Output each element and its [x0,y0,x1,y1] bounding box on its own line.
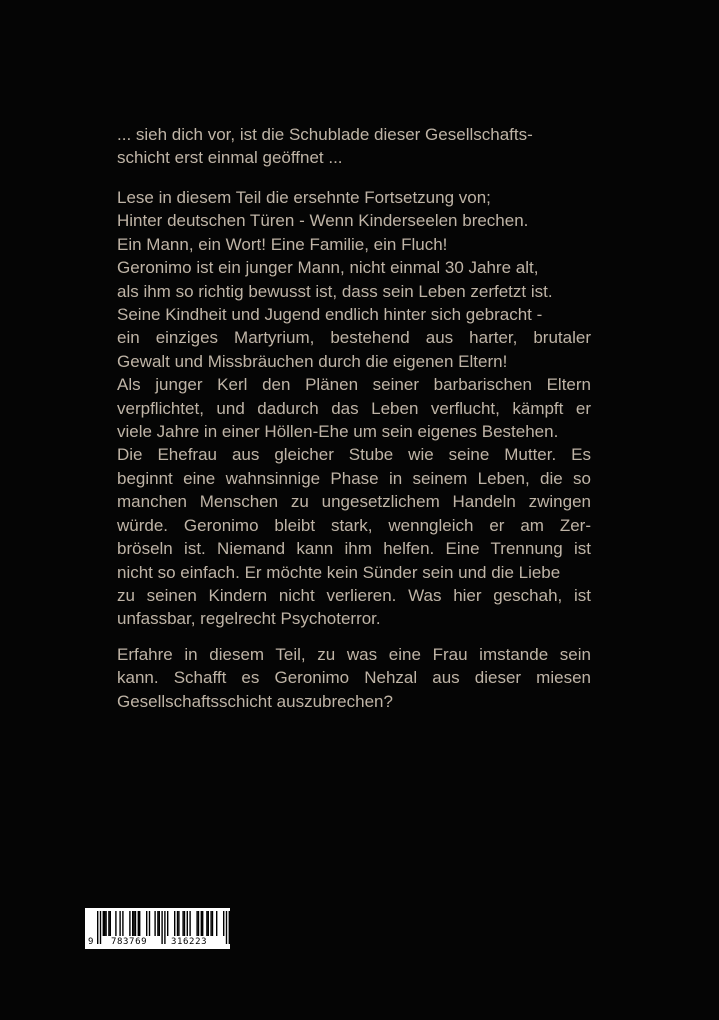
blurb-line: bröseln ist. Niemand kann ihm helfen. Eine Trennung ist [117,539,591,559]
blurb-line: ein einziges Martyrium, bestehend aus harter, brutaler [117,328,591,348]
blurb-line: manchen Menschen zu ungesetzlichem Handeln zwingen [117,492,591,512]
barcode-bar [154,911,155,936]
blurb-line: Lese in diesem Teil die ersehnte Fortsetzung von; [117,188,491,207]
barcode-bar [184,911,185,936]
barcode-first-digit: 9 [88,937,94,947]
blurb-line: Seine Kindheit und Jugend endlich hinter sich gebracht - [117,305,543,325]
blurb-line: Gewalt und Missbräuchen durch die eigenen Eltern! [117,351,508,371]
barcode-bar [115,911,116,936]
barcode-bar [110,911,111,936]
barcode-bar [177,911,178,936]
closing-line: Erfahre in diesem Teil, zu was eine Frau imstande sein [117,645,591,664]
barcode-bar [201,911,202,936]
blurb-line: beginnt eine wahnsinnige Phase in seinem Leben, die so [117,468,591,488]
barcode-bar [108,911,109,936]
barcode-bar [206,911,207,936]
blurb-line: Ein Mann, ein Wort! Eine Familie, ein Fluch! [117,234,448,254]
barcode-right-digits: 316223 [171,937,208,947]
barcode-left-digits: 783769 [111,937,148,947]
blurb-body [117,186,591,631]
barcode-bar [129,911,130,936]
isbn-barcode [85,908,230,949]
barcode-bar [105,911,106,936]
barcode-bar [202,911,203,936]
blurb-line: viele Jahre in einer Höllen-Ehe um sein eigenes Bestehen. [117,422,559,442]
blurb-line: zu seinen Kindern nicht verlieren. Was hier geschah, ist [117,585,591,605]
blurb-line: würde. Geronimo bleibt stark, wenngleich er am Zer- [117,515,591,535]
barcode-bar [122,911,123,936]
barcode-bar [216,911,217,936]
closing-paragraph [117,643,591,713]
barcode-bar [146,911,147,936]
blurb-line: Die Ehefrau aus gleicher Stube wie seine Mutter. Es [117,445,591,465]
barcode-bar [210,911,211,936]
barcode-bar [149,911,150,936]
barcode-bar [133,911,134,936]
barcode-bar [174,911,175,936]
barcode-bar [198,911,199,936]
barcode-bar [167,911,168,936]
blurb-line: verpflichtet, und dadurch das Leben verflucht, kämpft er [117,398,591,418]
tagline-line: schicht erst einmal geöffnet ... [117,148,343,168]
blurb-line: nicht so einfach. Er möchte kein Sünder sein und die Liebe [117,562,561,582]
barcode-digits [85,936,230,949]
tagline-line: ... sieh dich vor, ist die Schublade dieser Gesellschafts- [117,125,533,144]
barcode-bar [178,911,179,936]
barcode-bar [208,911,209,936]
barcode-bar [212,911,213,936]
barcode-bar [157,911,158,936]
barcode-bar [159,911,160,936]
blurb-line: als ihm so richtig bewusst ist, dass sein Leben zerfetzt ist. [117,281,553,301]
barcode-bar [189,911,190,936]
blurb-line: unfassbar, regelrecht Psychoterror. [117,609,381,629]
barcode-bar [103,911,104,936]
blurb-line: Als junger Kerl den Plänen seiner barbarischen Eltern [117,375,591,395]
blurb-line: Geronimo ist ein junger Mann, nicht einmal 30 Jahre alt, [117,258,539,278]
tagline [117,123,591,170]
barcode-bar [119,911,120,936]
barcode-bar [138,911,139,936]
closing-line: kann. Schafft es Geronimo Nehzal aus dieser miesen [117,668,591,688]
barcode-bar [132,911,133,936]
barcode-bar [187,911,188,936]
barcode-bar [104,911,105,936]
barcode-bar [135,911,136,936]
barcode-bar [196,911,197,936]
closing-line: Gesellschaftsschicht auszubrechen? [117,691,393,711]
blurb-line: Hinter deutschen Türen - Wenn Kinderseelen brechen. [117,211,529,231]
barcode-bar [139,911,140,936]
barcode-bar [223,911,224,936]
barcode-bar [182,911,183,936]
